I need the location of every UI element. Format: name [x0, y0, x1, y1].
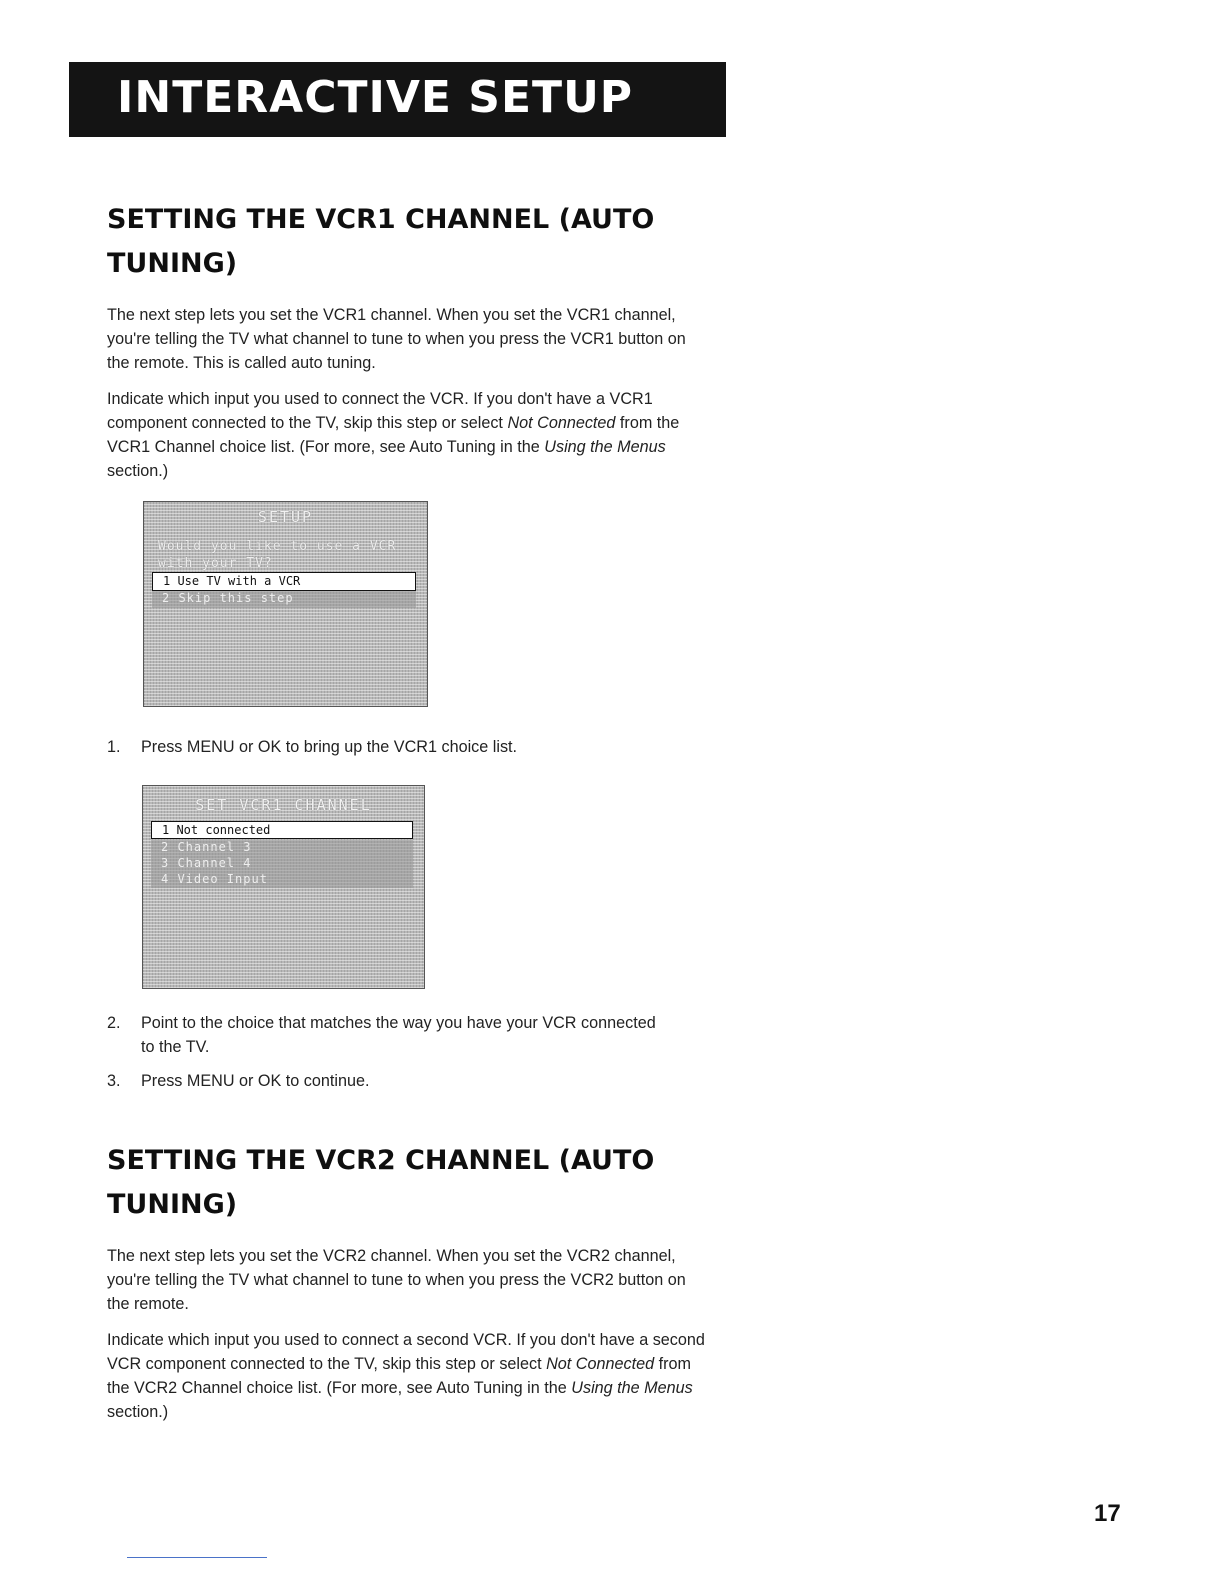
step-1-text: Press MENU or OK to bring up the VCR1 choice list.	[141, 738, 518, 756]
vcr2-not-connected-ref: Not Connected	[546, 1355, 655, 1373]
chapter-banner	[69, 62, 726, 137]
step-2-text: Point to the choice that matches the way you have your VCR connected to the TV.	[141, 1014, 656, 1056]
section-heading-vcr1-line2: TUNING)	[107, 248, 238, 279]
chapter-title: INTERACTIVE SETUP	[117, 72, 634, 123]
section-heading-vcr1-line1: SETTING THE VCR1 CHANNEL (AUTO	[107, 204, 655, 235]
vcr2-intro-text: The next step lets you set the VCR2 channel. When you set the VCR2 channel, you're telling the TV what channel to tune to when you press the VCR2 button on the remote.	[107, 1247, 686, 1313]
vcr1-using-menus-ref: Using the Menus	[544, 438, 666, 456]
vcr1-intro-paragraph	[107, 303, 707, 375]
vcr2-instructions-text	[107, 1328, 707, 1424]
vcr1-intro-text: The next step lets you set the VCR1 channel. When you set the VCR1 channel, you're telling the TV what channel to tune to when you press the VCR1 button on the remote. This is called auto tuning.	[107, 306, 686, 372]
vcr2-intro-paragraph	[107, 1244, 707, 1316]
setup-question-line2: with your TV?	[158, 556, 273, 571]
vcr1-not-connected-ref: Not Connected	[507, 414, 616, 432]
vcr1-instructions-part-e: section.)	[107, 462, 169, 480]
vcr2-instructions-part-e: section.)	[107, 1403, 169, 1421]
setup-question-line1: Would you like to use a VCR	[158, 539, 397, 554]
step-1	[107, 735, 667, 761]
vcr1-option-channel-3: 2 Channel 3	[151, 840, 413, 856]
set-vcr1-channel-screen-image	[142, 785, 425, 989]
setup-screen-title: SETUP	[257, 508, 314, 526]
setup-option-skip: 2 Skip this step	[152, 591, 416, 608]
setup-option-use-vcr: 1 Use TV with a VCR	[152, 572, 416, 591]
section-heading-vcr2	[107, 1139, 707, 1227]
vcr1-option-not-connected: 1 Not connected	[151, 821, 413, 839]
step-3-text: Press MENU or OK to continue.	[141, 1072, 370, 1090]
setup-screen-question	[158, 538, 396, 572]
step-2	[107, 1011, 667, 1061]
vcr2-instructions-paragraph	[107, 1328, 707, 1424]
vcr1-channel-screen-title: SET VCR1 CHANNEL	[195, 796, 372, 814]
section-heading-vcr2-line2: TUNING)	[107, 1189, 238, 1220]
setup-screen-image	[143, 501, 428, 707]
vcr1-option-video-input: 4 Video Input	[151, 872, 413, 888]
vcr2-using-menus-ref: Using the Menus	[571, 1379, 693, 1397]
vcr1-instructions-paragraph	[107, 387, 707, 483]
vcr1-instructions-part-c: from the VCR1 Channel choice list. (For more, see Auto Tuning in the	[107, 414, 680, 456]
vcr2-instructions-part-a: Indicate which input you used to connect a second VCR. If you don't have a second VCR component connected to the TV, skip this step or select	[107, 1331, 705, 1373]
vcr1-instructions-text	[107, 387, 707, 483]
vcr1-instructions-part-a: Indicate which input you used to connect the VCR. If you don't have a VCR1 component connected to the TV, skip this step or select	[107, 390, 653, 432]
vcr2-instructions-part-c: from the VCR2 Channel choice list. (For more, see Auto Tuning in the	[107, 1355, 691, 1397]
page-number: 17	[1094, 1500, 1121, 1527]
step-2-number: 2.	[107, 1014, 121, 1032]
step-1-number: 1.	[107, 738, 121, 756]
section-heading-vcr1	[107, 198, 707, 286]
vcr1-option-channel-4: 3 Channel 4	[151, 856, 413, 872]
section-heading-vcr2-line1: SETTING THE VCR2 CHANNEL (AUTO	[107, 1145, 655, 1176]
footer-rule	[127, 1557, 267, 1558]
step-3	[107, 1069, 667, 1095]
step-3-number: 3.	[107, 1072, 121, 1090]
